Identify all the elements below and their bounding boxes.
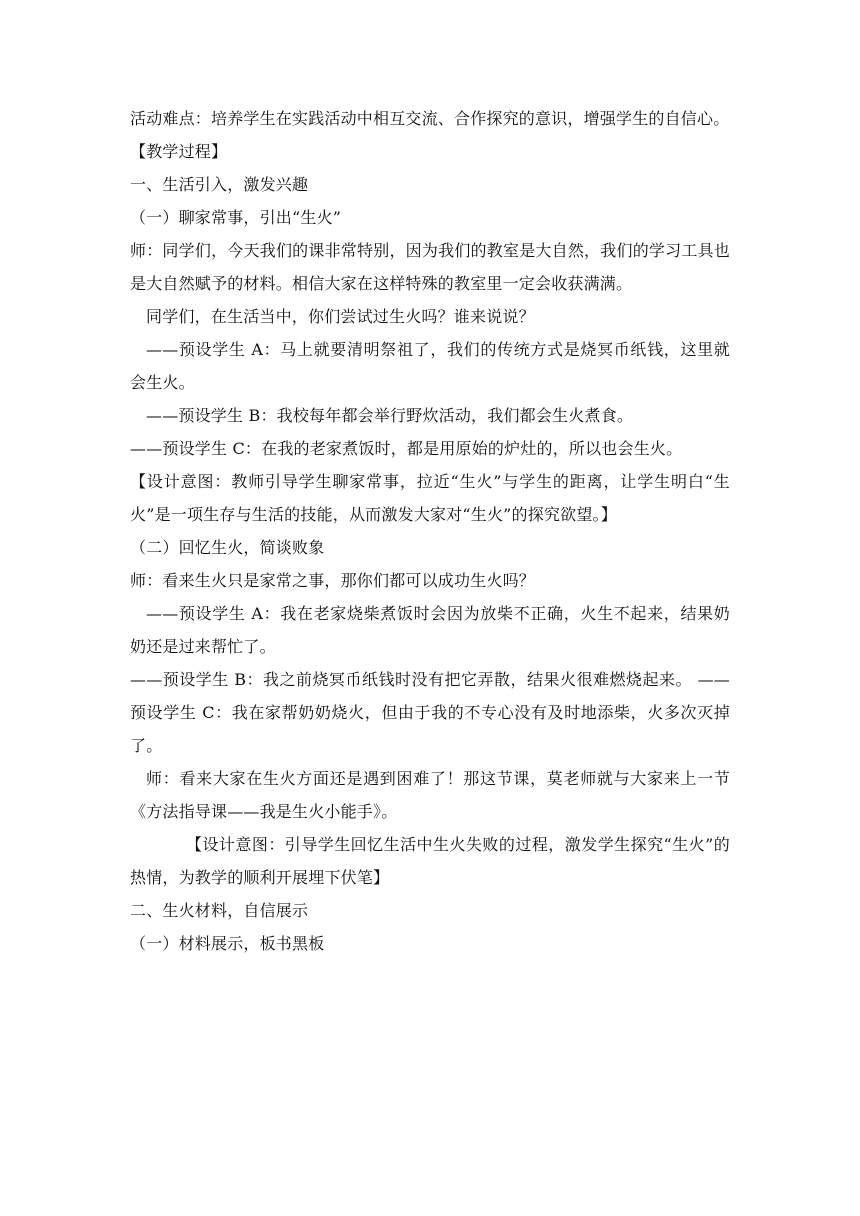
paragraph-teacher-question: 同学们，在生活当中，你们尝试过生火吗？谁来说说？ (146, 307, 535, 326)
paragraph-student-b-1: ——预设学生 B：我校每年都会举行野炊活动，我们都会生火煮食。 (146, 406, 634, 425)
paragraph-student-c-1: ——预设学生 C：在我的老家煮饭时，都是用原始的炉灶的，所以也会生火。 (130, 439, 683, 458)
heading-subsection-1-2: （二）回忆生火，简谈败象 (130, 538, 325, 557)
paragraph-student-a-2: ——预设学生 A：我在老家烧柴煮饭时会因为放柴不正确，火生不起来，结果奶奶还是过来帮忙了。 (130, 604, 730, 656)
paragraph-teacher-intro: 师：同学们，今天我们的课非常特别，因为我们的教室是大自然，我们的学习工具也是大自然赋予的材料。相信大家在这样特殊的教室里一定会收获满满。 (130, 241, 730, 293)
heading-subsection-2-1: （一）材料展示，板书黑板 (130, 934, 325, 953)
heading-section-1: 一、生活引入，激发兴趣 (130, 175, 309, 194)
paragraph-teacher-follow-up: 师：看来生火只是家常之事，那你们都可以成功生火吗？ (130, 571, 536, 590)
paragraph-teacher-summary: 师：看来大家在生火方面还是遇到困难了！那这节课，莫老师就与大家来上一节《方法指导课——我是生火小能手》。 (130, 769, 730, 821)
paragraph-design-intent-2: 【设计意图：引导学生回忆生活中生火失败的过程，激发学生探究“生火”的热情，为教学的顺利开展埋下伏笔】 (130, 835, 730, 887)
paragraph-design-intent-1: 【设计意图：教师引导学生聊家常事，拉近“生火”与学生的距离，让学生明白“生火”是一项生存与生活的技能，从而激发大家对“生火”的探究欲望。】 (130, 472, 730, 524)
heading-teaching-process: 【教学过程】 (130, 142, 228, 161)
heading-subsection-1-1: （一）聊家常事，引出“生火” (130, 208, 342, 227)
paragraph-difficulty: 活动难点：培养学生在实践活动中相互交流、合作探究的意识，增强学生的自信心。 (130, 109, 730, 128)
paragraph-student-b-c-2: ——预设学生 B：我之前烧冥币纸钱时没有把它弄散，结果火很难燃烧起来。 ——预设学生 C：我在家帮奶奶烧火，但由于我的不专心没有及时地添柴，火多次灭掉了。 (130, 670, 730, 755)
paragraph-student-a-1: ——预设学生 A：马上就要清明祭祖了，我们的传统方式是烧冥币纸钱，这里就会生火。 (130, 340, 730, 392)
document-body (130, 102, 730, 960)
heading-section-2: 二、生火材料，自信展示 (130, 901, 309, 920)
